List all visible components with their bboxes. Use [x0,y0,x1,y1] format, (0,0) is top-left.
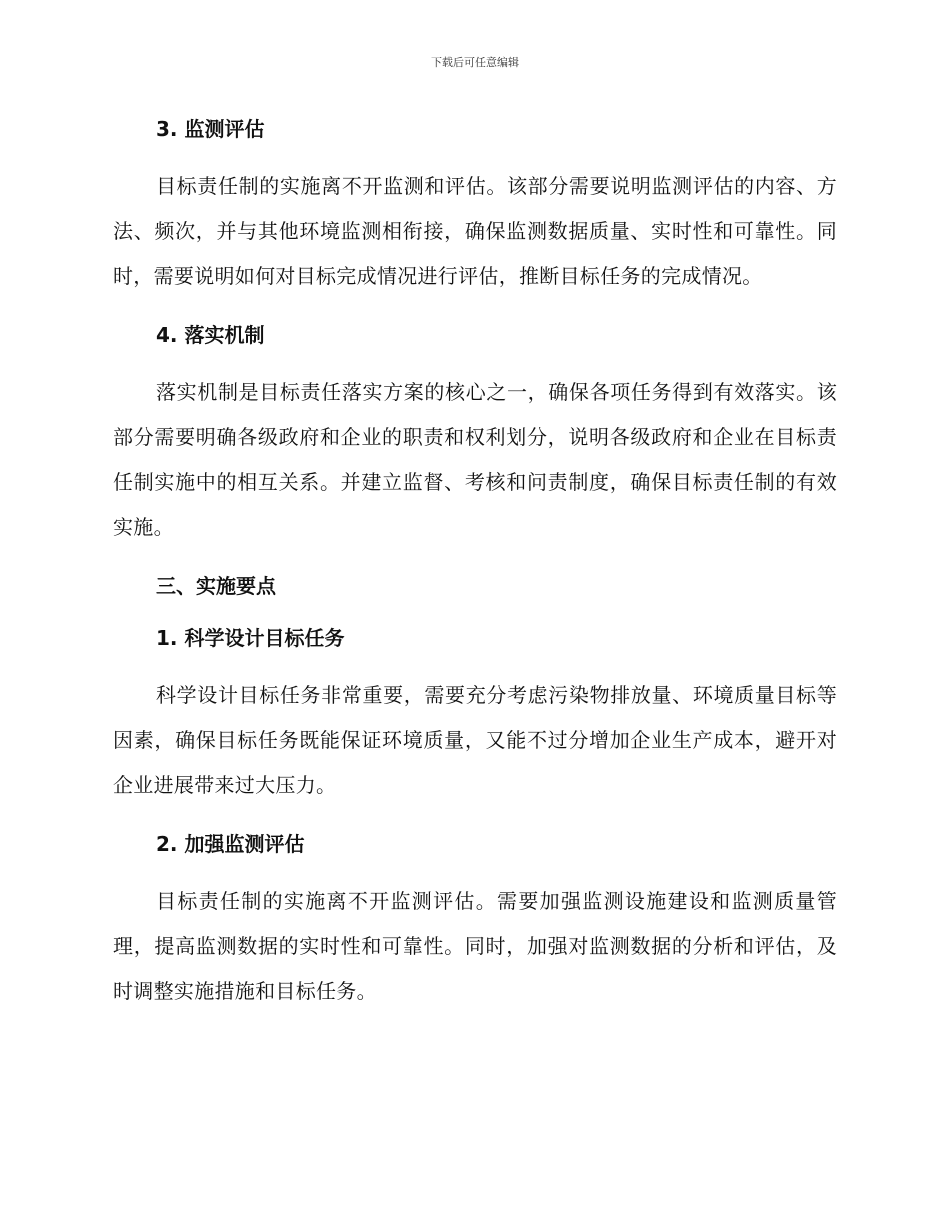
chapter-heading: 三、实施要点 [156,574,276,598]
section-heading: 2. 加强监测评估 [156,832,305,856]
section-heading: 4. 落实机制 [156,323,265,347]
section-paragraph: 落实机制是目标责任落实方案的核心之一，确保各项任务得到有效落实。该部分需要明确各级政府和企业的职责和权利划分，说明各级政府和企业在目标责任制实施中的相互关系。并建立监督、考核和问责制度，确保目标责任制的有效实施。 [113,380,837,539]
section-heading: 1. 科学设计目标任务 [156,626,345,650]
page-header: 下载后可任意编辑 [431,56,519,69]
document-body [113,112,837,1033]
section-heading: 3. 监测评估 [156,117,265,141]
section-paragraph: 目标责任制的实施离不开监测评估。需要加强监测设施建设和监测质量管理，提高监测数据的实时性和可靠性。同时，加强对监测数据的分析和评估，及时调整实施措施和目标任务。 [113,889,837,1003]
section-paragraph: 科学设计目标任务非常重要，需要充分考虑污染物排放量、环境质量目标等因素，确保目标任务既能保证环境质量，又能不过分增加企业生产成本，避开对企业进展带来过大压力。 [113,683,837,797]
section-paragraph: 目标责任制的实施离不开监测和评估。该部分需要说明监测评估的内容、方法、频次，并与其他环境监测相衔接，确保监测数据质量、实时性和可靠性。同时，需要说明如何对目标完成情况进行评估，推断目标任务的完成情况。 [113,174,837,288]
